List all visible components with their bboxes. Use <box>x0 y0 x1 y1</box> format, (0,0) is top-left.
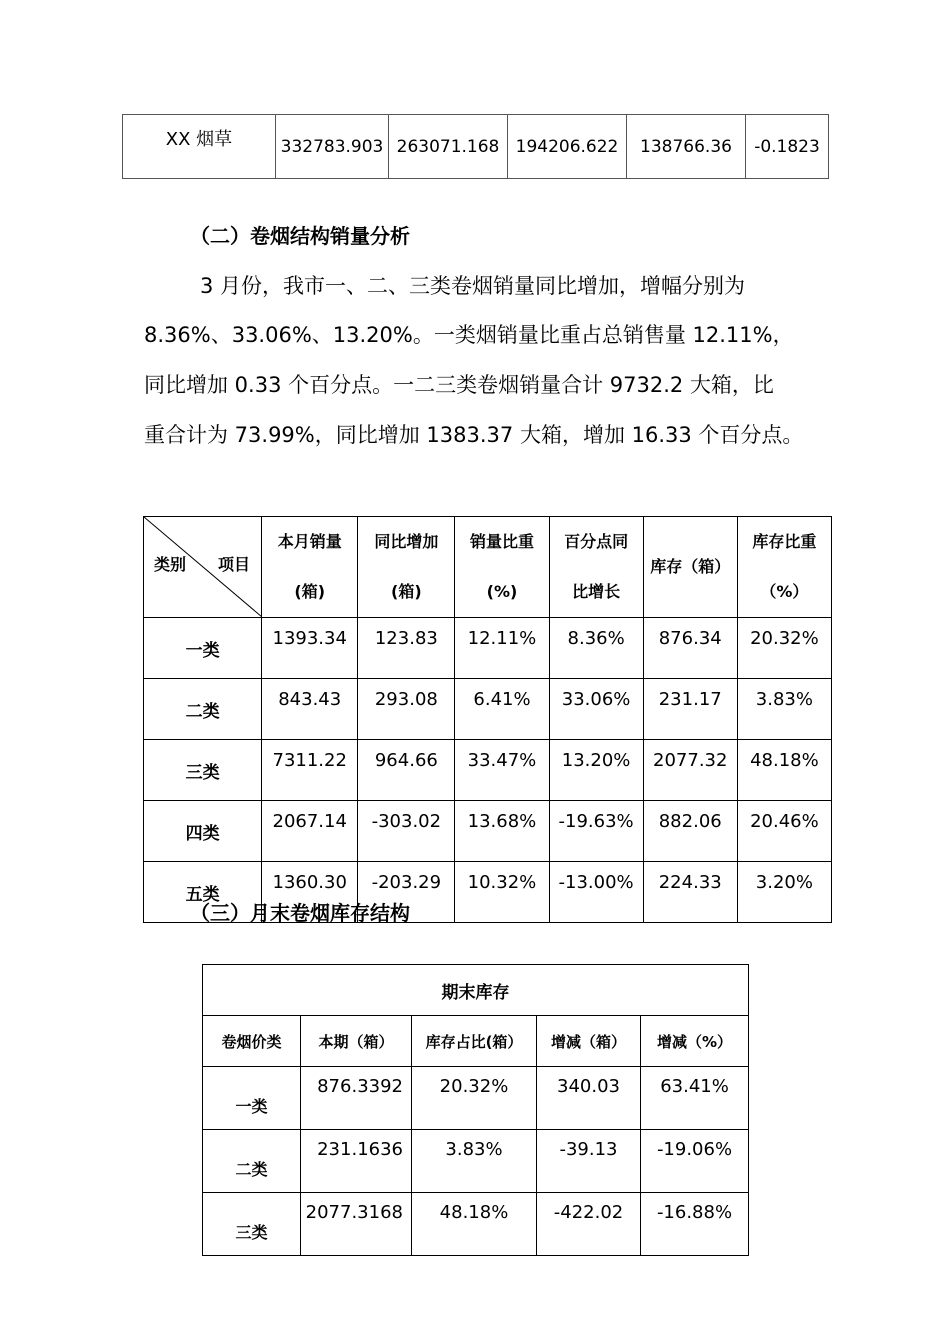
table-cell: 3.83% <box>737 679 831 740</box>
table-cell: 6.41% <box>455 679 549 740</box>
column-header: 库存比重 （%） <box>737 517 831 618</box>
table-cell: 224.33 <box>643 862 737 923</box>
table-cell: 882.06 <box>643 801 737 862</box>
table-header-row <box>203 1016 749 1067</box>
table-row <box>144 740 832 801</box>
table-row <box>123 115 829 179</box>
section-heading: （二）卷烟结构销量分析 <box>190 224 410 248</box>
row-label: 三类 <box>144 740 262 801</box>
row-label: 二类 <box>144 679 262 740</box>
table-cell: 263071.168 <box>389 115 508 179</box>
table-cell: 332783.903 <box>276 115 389 179</box>
table-cell: 138766.36 <box>627 115 746 179</box>
table-cell: 7311.22 <box>262 740 358 801</box>
column-header: 增减（%） <box>641 1016 749 1067</box>
table-cell: XX 烟草 <box>123 115 276 179</box>
table-cell: 12.11% <box>455 618 549 679</box>
row-label: 五类 <box>144 862 262 923</box>
corner-label-item: 项目 <box>218 555 251 574</box>
paragraph-line: 同比增加 0.33 个百分点。一二三类卷烟销量合计 9732.2 大箱，比 <box>144 373 774 397</box>
table-cell: 1393.34 <box>262 618 358 679</box>
table-title: 期末库存 <box>203 965 749 1016</box>
table-cell: 13.68% <box>455 801 549 862</box>
table-cell: -203.29 <box>358 862 455 923</box>
column-header: 卷烟价类 <box>203 1016 301 1067</box>
table-cell: 964.66 <box>358 740 455 801</box>
corner-label-category: 类别 <box>154 555 187 574</box>
table-cell: -19.06% <box>641 1130 749 1193</box>
column-header: 本期（箱） <box>301 1016 412 1067</box>
table-cell: 63.41% <box>641 1067 749 1130</box>
table-row <box>144 801 832 862</box>
table-cell: 3.20% <box>737 862 831 923</box>
table-row <box>144 618 832 679</box>
table-row <box>144 679 832 740</box>
table-cell: -19.63% <box>549 801 643 862</box>
table-cell: 48.18% <box>412 1193 537 1256</box>
table-cell: 293.08 <box>358 679 455 740</box>
column-header: 百分点同 比增长 <box>549 517 643 618</box>
table-cell: 1360.30 <box>262 862 358 923</box>
table-cell: 2077.32 <box>643 740 737 801</box>
row-label: 一类 <box>203 1067 301 1130</box>
table-cell: 876.3392 <box>301 1067 412 1130</box>
table-cell: 20.46% <box>737 801 831 862</box>
table-cell: 13.20% <box>549 740 643 801</box>
column-header: 销量比重 (%) <box>455 517 549 618</box>
table-cell: -39.13 <box>537 1130 641 1193</box>
table-cell: 876.34 <box>643 618 737 679</box>
paragraph-line: 3 月份，我市一、二、三类卷烟销量同比增加，增幅分别为 <box>200 274 746 298</box>
table-cell: 231.1636 <box>301 1130 412 1193</box>
column-header: 本月销量 (箱) <box>262 517 358 618</box>
table-cell: 33.47% <box>455 740 549 801</box>
table-cell: -422.02 <box>537 1193 641 1256</box>
table-cell: 2077.3168 <box>301 1193 412 1256</box>
table-cell: 33.06% <box>549 679 643 740</box>
table-cell: 194206.622 <box>508 115 627 179</box>
table-cell: 123.83 <box>358 618 455 679</box>
top-table <box>122 114 829 179</box>
table-cell: -16.88% <box>641 1193 749 1256</box>
table-cell: -13.00% <box>549 862 643 923</box>
column-header: 库存占比(箱） <box>412 1016 537 1067</box>
table-cell: 8.36% <box>549 618 643 679</box>
paragraph-line: 8.36%、33.06%、13.20%。一类烟销量比重占总销售量 12.11%， <box>144 323 794 347</box>
table-cell: 20.32% <box>412 1067 537 1130</box>
table-row <box>203 1130 749 1193</box>
table-cell: 10.32% <box>455 862 549 923</box>
column-header: 增减（箱） <box>537 1016 641 1067</box>
column-header: 同比增加 (箱) <box>358 517 455 618</box>
row-label: 二类 <box>203 1130 301 1193</box>
row-label: 一类 <box>144 618 262 679</box>
table-row <box>203 1067 749 1130</box>
table-cell: 231.17 <box>643 679 737 740</box>
table-cell: -303.02 <box>358 801 455 862</box>
row-label: 四类 <box>144 801 262 862</box>
section-heading: （三）月末卷烟库存结构 <box>190 901 410 925</box>
paragraph-line: 重合计为 73.99%，同比增加 1383.37 大箱，增加 16.33 个百分点。 <box>144 423 804 447</box>
table-row <box>203 1193 749 1256</box>
corner-cell <box>144 517 262 618</box>
inventory-table <box>202 964 749 1256</box>
table-header-row <box>144 517 832 618</box>
column-header: 库存（箱） <box>643 517 737 618</box>
table-cell: 2067.14 <box>262 801 358 862</box>
table-title-row <box>203 965 749 1016</box>
table-cell: 20.32% <box>737 618 831 679</box>
table-cell: 340.03 <box>537 1067 641 1130</box>
table-cell: -0.1823 <box>746 115 829 179</box>
category-table <box>143 516 832 923</box>
table-cell: 3.83% <box>412 1130 537 1193</box>
table-cell: 843.43 <box>262 679 358 740</box>
table-cell: 48.18% <box>737 740 831 801</box>
row-label: 三类 <box>203 1193 301 1256</box>
